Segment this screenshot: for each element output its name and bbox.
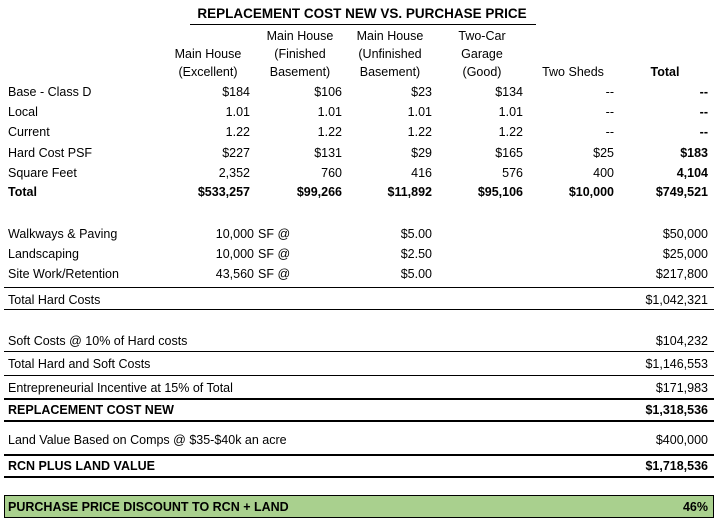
site-label-landscaping: Landscaping bbox=[8, 247, 79, 261]
divider bbox=[4, 420, 714, 422]
cell: 1.22 bbox=[317, 125, 342, 139]
cell: 1.01 bbox=[317, 105, 342, 119]
cell: $227 bbox=[222, 146, 250, 160]
row-label-square-feet: Square Feet bbox=[8, 166, 77, 180]
row-label-hard-cost-psf: Hard Cost PSF bbox=[8, 146, 93, 160]
header-line: Basement) bbox=[359, 65, 421, 79]
site-unit: SF @ bbox=[258, 247, 291, 261]
cell: 760 bbox=[321, 166, 342, 180]
cell: -- bbox=[699, 125, 708, 139]
header-line: Main House bbox=[266, 29, 334, 43]
row-label-base: Base - Class D bbox=[8, 85, 92, 99]
site-unit: SF @ bbox=[258, 267, 291, 281]
divider bbox=[4, 454, 714, 456]
header-garage bbox=[442, 27, 522, 81]
divider bbox=[4, 287, 714, 288]
cell: $131 bbox=[314, 146, 342, 160]
divider bbox=[4, 398, 714, 400]
title-underline bbox=[190, 24, 536, 25]
land-value-value: $400,000 bbox=[655, 433, 708, 447]
site-total: $25,000 bbox=[662, 247, 708, 261]
divider bbox=[4, 375, 714, 376]
site-rate: $2.50 bbox=[400, 247, 432, 261]
cell: 416 bbox=[411, 166, 432, 180]
cell: 1.22 bbox=[498, 125, 523, 139]
total-hard-label: Total Hard Costs bbox=[8, 293, 101, 307]
hard-soft-value: $1,146,553 bbox=[645, 357, 708, 371]
header-line: Main House bbox=[356, 29, 424, 43]
site-qty: 43,560 bbox=[215, 267, 254, 281]
land-value-label: Land Value Based on Comps @ $35-$40k an acre bbox=[8, 433, 287, 447]
cell: 1.22 bbox=[225, 125, 250, 139]
cell: $95,106 bbox=[477, 185, 523, 199]
header-main-house-finished bbox=[252, 27, 348, 81]
cell: -- bbox=[699, 85, 708, 99]
divider bbox=[713, 495, 714, 518]
row-label-local: Local bbox=[8, 105, 38, 119]
page-title: REPLACEMENT COST NEW VS. PURCHASE PRICE bbox=[197, 6, 527, 21]
header-main-house-excellent bbox=[160, 45, 256, 81]
cell: $184 bbox=[222, 85, 250, 99]
rcn-land-value: $1,718,536 bbox=[645, 459, 708, 473]
rcn-land-label: RCN PLUS LAND VALUE bbox=[8, 459, 155, 473]
header-sheds: Two Sheds bbox=[542, 65, 604, 79]
header-main-house-unfinished bbox=[342, 27, 438, 81]
header-line: (Good) bbox=[462, 65, 502, 79]
row-label-current: Current bbox=[8, 125, 50, 139]
site-unit: SF @ bbox=[258, 227, 291, 241]
hard-soft-label: Total Hard and Soft Costs bbox=[8, 357, 151, 371]
cell: $106 bbox=[314, 85, 342, 99]
rcn-value: $1,318,536 bbox=[645, 403, 708, 417]
site-rate: $5.00 bbox=[400, 227, 432, 241]
cell: $134 bbox=[495, 85, 523, 99]
soft-costs-label: Soft Costs @ 10% of Hard costs bbox=[8, 334, 188, 348]
header-line: Basement) bbox=[269, 65, 331, 79]
cell: $23 bbox=[411, 85, 432, 99]
cell: -- bbox=[699, 105, 708, 119]
site-qty: 10,000 bbox=[215, 247, 254, 261]
header-line: Two-Car bbox=[458, 29, 506, 43]
discount-label: PURCHASE PRICE DISCOUNT TO RCN + LAND bbox=[8, 500, 289, 514]
cell: $183 bbox=[680, 146, 708, 160]
cell: $99,266 bbox=[296, 185, 342, 199]
divider bbox=[4, 517, 714, 518]
divider bbox=[4, 476, 714, 478]
cell: 1.01 bbox=[225, 105, 250, 119]
site-label-site-work: Site Work/Retention bbox=[8, 267, 119, 281]
header-total: Total bbox=[650, 65, 680, 79]
site-rate: $5.00 bbox=[400, 267, 432, 281]
divider bbox=[4, 495, 714, 496]
cell: -- bbox=[605, 105, 614, 119]
total-hard-value: $1,042,321 bbox=[645, 293, 708, 307]
site-label-walkways: Walkways & Paving bbox=[8, 227, 118, 241]
cell: 576 bbox=[502, 166, 523, 180]
divider bbox=[4, 351, 714, 352]
cell: $11,892 bbox=[387, 185, 432, 199]
soft-costs-value: $104,232 bbox=[655, 334, 708, 348]
cell: 1.01 bbox=[407, 105, 432, 119]
cell: -- bbox=[605, 85, 614, 99]
cell: $25 bbox=[593, 146, 614, 160]
incentive-label: Entrepreneurial Incentive at 15% of Total bbox=[8, 381, 233, 395]
cell: 400 bbox=[593, 166, 614, 180]
site-total: $217,800 bbox=[655, 267, 708, 281]
cell: 4,104 bbox=[676, 166, 708, 180]
cell: $10,000 bbox=[568, 185, 614, 199]
site-total: $50,000 bbox=[662, 227, 708, 241]
header-line: (Excellent) bbox=[178, 65, 238, 79]
discount-value: 46% bbox=[682, 500, 708, 514]
rcn-label: REPLACEMENT COST NEW bbox=[8, 403, 174, 417]
cell: 1.01 bbox=[498, 105, 523, 119]
header-line: (Unfinished bbox=[358, 47, 422, 61]
cell: $533,257 bbox=[197, 185, 250, 199]
header-line: Main House bbox=[174, 47, 242, 61]
divider bbox=[4, 495, 5, 518]
header-line: Garage bbox=[461, 47, 503, 61]
incentive-value: $171,983 bbox=[655, 381, 708, 395]
site-qty: 10,000 bbox=[215, 227, 254, 241]
header-line: (Finished bbox=[274, 47, 326, 61]
cell: 1.22 bbox=[407, 125, 432, 139]
cell: $749,521 bbox=[655, 185, 708, 199]
cell: $165 bbox=[495, 146, 523, 160]
cell: 2,352 bbox=[218, 166, 250, 180]
cell: $29 bbox=[411, 146, 432, 160]
cell: -- bbox=[605, 125, 614, 139]
divider bbox=[4, 309, 714, 310]
row-label-total: Total bbox=[8, 185, 37, 199]
